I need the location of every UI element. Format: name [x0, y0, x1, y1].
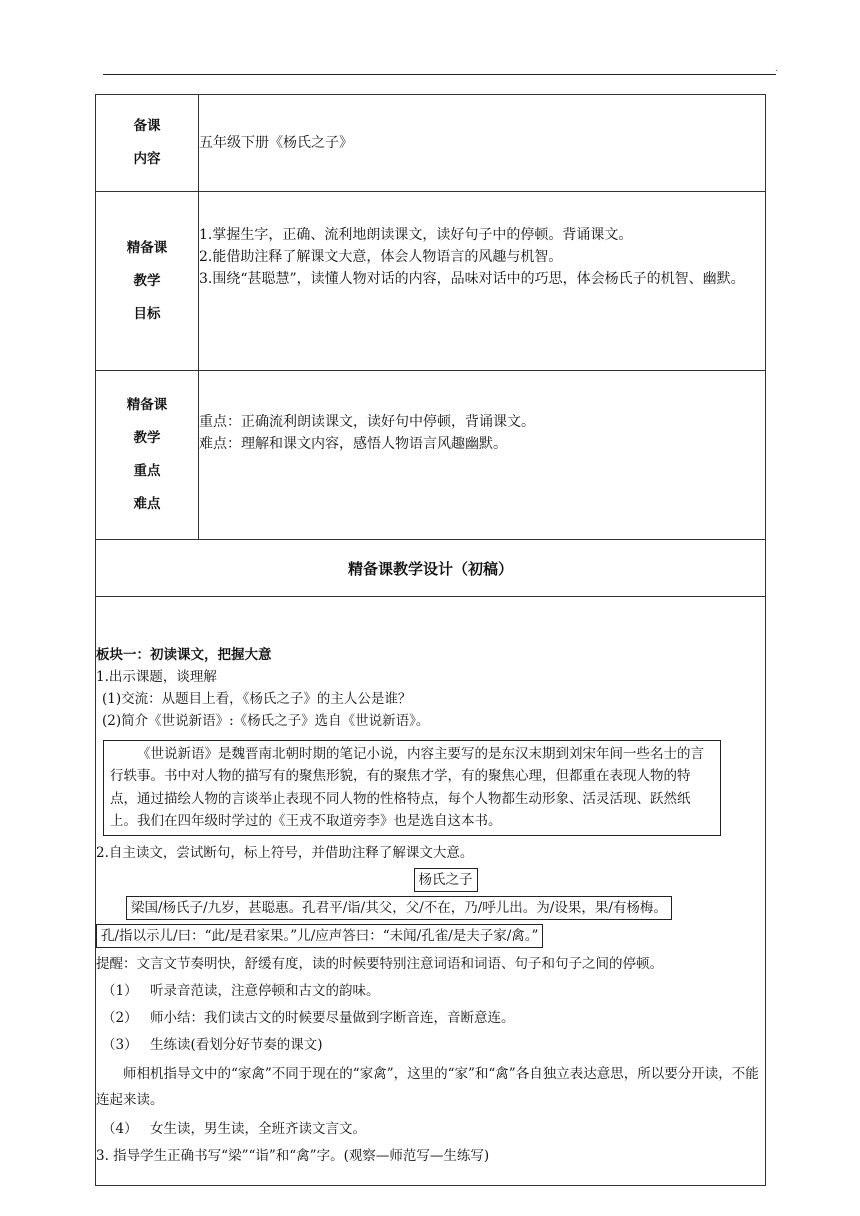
- row-design-title: [96, 540, 766, 597]
- header-rule: [103, 74, 776, 75]
- step-2: [96, 1007, 765, 1029]
- item1-b: (2)简介《世说新语》:《杨氏之子》选自《世说新语》。: [102, 712, 430, 729]
- reading-tip: 提醒：文言文节奏明快，舒缓有度，读的时候要特别注意词语和词语、句子和句子之间的停顿。: [96, 955, 663, 972]
- label-line: 教学: [133, 272, 161, 289]
- step-number: （2）: [102, 1009, 138, 1026]
- row-design: [96, 597, 766, 1186]
- label-goals: [96, 192, 199, 371]
- goal-item: 1.掌握生字，正确、流利地朗读课文，读好句子中的停顿。背诵课文。: [199, 227, 633, 243]
- design-title: 精备课教学设计（初稿）: [96, 540, 766, 597]
- step-number: （4）: [102, 1120, 138, 1137]
- book-intro-box: [103, 740, 721, 836]
- label-line: 难点: [133, 496, 161, 512]
- book-intro-text: 《世说新语》是魏晋南北朝时期的笔记小说，内容主要写的是东汉末期到刘宋年间一些名士的言行轶事。书中对人物的描写有的聚焦形貌，有的聚焦才学，有的聚焦心理，但都重在表现人物的特点，通过描绘人物的言谈举止表现不同人物的性格特点，每个人物都生动形象、活灵活现、跃然纸上。我们在四年级时学过的《王戎不取道旁李》也是选自这本书。: [110, 745, 704, 829]
- step-text: 听录音范读，注意停顿和古文的韵味。: [150, 982, 380, 999]
- teacher-note: 师相机指导文中的“家禽”不同于现在的“家禽”，这里的“家”和“禽”各自独立表达意思，所以要分开读，不能连起来读。: [96, 1065, 759, 1108]
- step-text: 生练读(看划分好节奏的课文): [150, 1036, 323, 1053]
- item3: 3. 指导学生正确书写“梁”“诣”和“禽”字。(观察—师范写—生练写): [96, 1147, 490, 1164]
- step-4: [96, 1118, 765, 1140]
- text-line-1: 梁国/杨氏子/九岁，甚聪惠。孔君平/诣/其父，父/不在，乃/呼儿出。为/设果，果/有杨梅。: [126, 896, 672, 920]
- lesson-plan-table: [95, 94, 766, 1186]
- label-key-points: [96, 371, 199, 540]
- row-content: [96, 95, 766, 192]
- lesson-title: 杨氏之子: [414, 868, 478, 892]
- key-item: 重点：正确流利朗读课文，读好句中停顿，背诵课文。: [199, 414, 535, 430]
- label-line: 重点: [133, 463, 161, 479]
- label-line: 精备课: [126, 239, 168, 256]
- step-number: （1）: [102, 982, 138, 999]
- label-line: 目标: [133, 305, 161, 322]
- block1-title: 板块一：初读课文，把握大意: [96, 646, 272, 663]
- item1: 1.出示课题，谈理解: [96, 668, 217, 685]
- text-line-2: 孔/指以示儿/曰：“此/是君家果。”儿/应声答曰：“未闻/孔雀/是夫子家/禽。”: [96, 924, 543, 948]
- label-content: [96, 95, 199, 192]
- value-key-points: [199, 371, 766, 540]
- item1-a: (1)交流：从题目上看，《杨氏之子》的主人公是谁？: [102, 690, 412, 707]
- label-line: 教学: [133, 430, 161, 446]
- row-goals: [96, 192, 766, 371]
- item2: 2.自主读文，尝试断句，标上符号，并借助注释了解课文大意。: [96, 844, 474, 861]
- goal-item: 3.围绕“甚聪慧”，读懂人物对话的内容，品味对话中的巧思，体会杨氏子的机智、幽默。: [199, 271, 745, 287]
- lesson-title-wrap: [96, 868, 765, 892]
- value-goals: [199, 192, 766, 371]
- step-3: [96, 1034, 765, 1056]
- step-number: （3）: [102, 1036, 138, 1053]
- header-mark: .: [775, 64, 778, 74]
- label-line: 精备课: [126, 397, 168, 413]
- design-body: [96, 597, 766, 1186]
- step-text: 师小结：我们读古文的时候要尽量做到字断音连，音断意连。: [150, 1009, 515, 1026]
- step-1: [96, 980, 765, 1002]
- goal-item: 2.能借助注释了解课文大意，体会人物语言的风趣与机智。: [199, 249, 563, 265]
- key-item: 难点：理解和课文内容，感悟人物语言风趣幽默。: [199, 436, 507, 452]
- row-key-points: [96, 371, 766, 540]
- label-line: 备课: [133, 118, 161, 134]
- value-content: 五年级下册《杨氏之子》: [199, 95, 766, 192]
- label-line: 内容: [133, 151, 161, 167]
- step-text: 女生读，男生读，全班齐读文言文。: [150, 1120, 366, 1137]
